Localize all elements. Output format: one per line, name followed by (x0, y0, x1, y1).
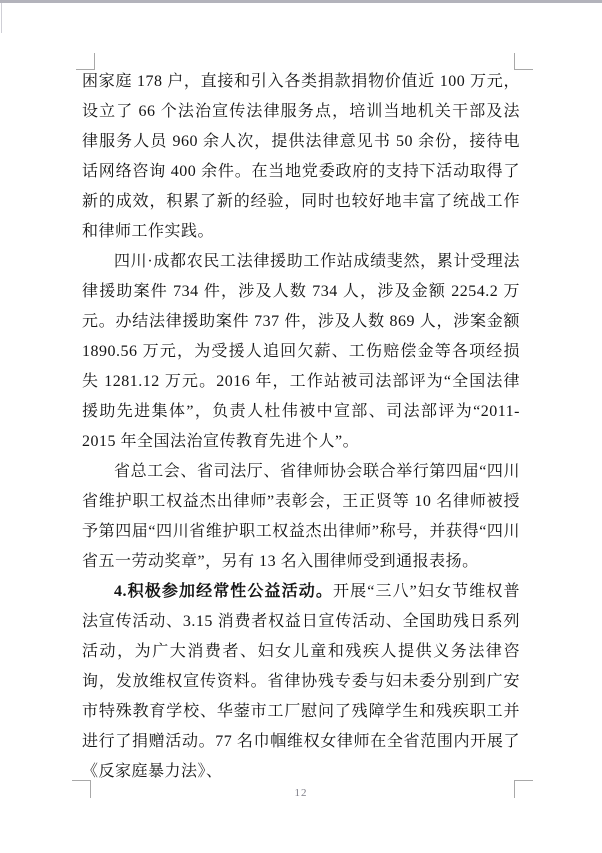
page-number: 12 (294, 787, 308, 799)
paragraph-text: 开展“三八”妇女节维权普法宣传活动、3.15 消费者权益日宣传活动、全国助残日系列活动，为广大消费者、妇女儿童和残疾人提供义务法律咨询，发放维权宣传资料。省律协残专委与妇未委分别到广安市特殊教育学校、华蓥市工厂慰问了残障学生和残疾职工并进行了捐赠活动。77 名巾帼维权女律师在全省范围内开展了《反家庭暴力法》、 (82, 583, 520, 780)
paragraph-lead-bold: 4.积极参加经常性公益活动。 (114, 583, 333, 600)
paragraph-text: 四川·成都农民工法律援助工作站成绩斐然，累计受理法律援助案件 734 件，涉及人数 734 人，涉及金额 2254.2 万元。办结法律援助案件 737 件，涉及人数 869 人，涉案金额 1890.56 万元，为受援人追回欠薪、工伤赔偿金等各项经损失 1281.12 万元。2016 年，工作站被司法部评为“全国法律援助先进集体”，负责人杜伟被中宣部、司法部评为“2011-2015 年全国法治宣传教育先进个人”。 (82, 253, 520, 450)
paragraph-text: 困家庭 178 户，直接和引入各类捐款捐物价值近 100 万元，设立了 66 个法治宣传法律服务点，培训当地机关干部及法律服务人员 960 余人次，提供法律意见书 50 余份，接待电话网络咨询 400 余件。在当地党委政府的支持下活动取得了新的成效，积累了新的经验，同时也较好地丰富了统战工作和律师工作实践。 (82, 73, 520, 240)
window-edge-line (1, 3, 2, 33)
document-body (82, 67, 520, 787)
paragraph-outstanding-lawyers[interactable] (82, 457, 520, 577)
paragraph-public-welfare[interactable] (82, 577, 520, 787)
page-boundary-bar (0, 0, 602, 3)
paragraph-text: 省总工会、省司法厅、省律师协会联合举行第四届“四川省维护职工权益杰出律师”表彰会，王正贤等 10 名律师被授予第四届“四川省维护职工权益杰出律师”称号，并获得“四川省五一劳动奖章”，另有 13 名入围律师受到通报表扬。 (82, 463, 520, 570)
paragraph-continuation[interactable] (82, 67, 520, 247)
paragraph-chengdu-workstation[interactable] (82, 247, 520, 457)
